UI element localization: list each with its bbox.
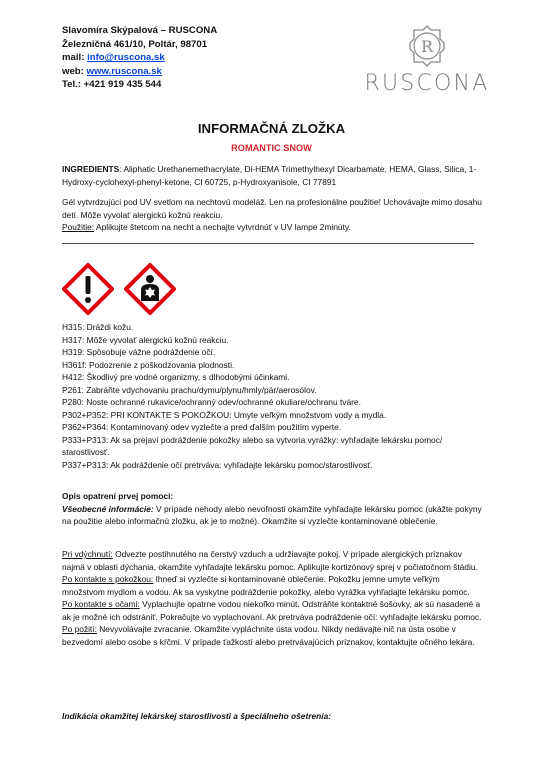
web-link[interactable]: www.ruscona.sk [86, 65, 162, 77]
ingredients [62, 163, 482, 188]
first-aid-heading: Opis opatrení prvej pomoci: [62, 491, 174, 501]
hazard-line: P362+P364: Kontaminovaný odev vyzlečte a pred ďalším použitím vyperte. [62, 422, 342, 432]
hazard-line: H315: Dráždi kožu. [62, 322, 134, 332]
ingredients-text: : Aliphatic Urethanemethacrylate, Di-HEMA Trimethylhexyl Dicarbamate, HEMA, Glass, Silica, 1-Hydroxy-cyclohexyl-phenyl-ketone, CI 60725, p-Hydroxyanisole, CI 77891 [62, 164, 477, 187]
general-label: Všeobecné informácie: [62, 503, 154, 514]
first-aid-eyes [62, 598, 482, 623]
general-text: V prípade nehody alebo nevoľnosti okamžite vyhľadajte lekársku pomoc (ukážte pokyny na použitie alebo informačnú zložku, ak je to možné). Okamžite si vyzlečte kontaminované oblečenie. [62, 503, 482, 526]
first-aid-general [62, 503, 482, 528]
inhalation-label: Pri vdýchnutí: [62, 549, 113, 559]
description-text: Gél vytvrdzujúci pod UV svetlom na nechtovú modeláž. Len na profesionálne použitie! Uchovávajte mimo dosahu detí. Môže vyvolať alergickú kožnú reakciu. [62, 197, 482, 220]
first-aid-inhalation [62, 548, 482, 573]
hazard-line: P337+P313: Ak podráždenie očí pretrváva: vyhľadajte lekársku pomoc/starostlivosť. [62, 459, 373, 470]
usage-label: Použitie: [62, 222, 95, 232]
usage [62, 221, 482, 234]
hazard-line: P261: Zabráňte vdychovaniu prachu/dymu/plynu/hmly/pár/aerosólov. [62, 384, 317, 395]
company-tel: Tel.: +421 919 435 544 [62, 79, 162, 91]
document-title: INFORMAČNÁ ZLOŽKA [197, 121, 346, 136]
mail-label: mail: [62, 52, 85, 64]
product-name: ROMANTIC SNOW [231, 143, 312, 153]
divider [62, 243, 474, 244]
company-address: Železničná 461/10, Poltár, 98701 [62, 38, 208, 50]
web-label: web: [62, 65, 84, 77]
usage-text: Aplikujte štetcom na necht a nechajte vytvrdnúť v UV lampe 2minúty. [94, 222, 351, 232]
eyes-label: Po kontakte s očami: [62, 599, 140, 609]
eyes-text: Vyplachujte opatrne vodou niekoľko minút. Odstráňte kontaktné šošovky, ak sú nasadené a ak je možné ich odstrániť. Pokračujte vo vyplachovaní. Ak pretrváva podráždenie očí: vyhľadajte lekársku pomoc. [62, 599, 482, 622]
health-hazard-icon [124, 263, 176, 315]
exclamation-mark-hazard-icon [62, 263, 114, 315]
logo-monogram: R [420, 37, 434, 56]
skin-label: Po kontakte s pokožkou: [62, 574, 154, 584]
hazard-line: H317: Môže vyvolať alergickú kožnú reakciu. [62, 334, 229, 345]
first-aid-ingestion [62, 623, 482, 648]
indication [62, 710, 482, 723]
first-aid-details [62, 548, 482, 648]
ingestion-label: Po požití: [62, 624, 97, 634]
hazard-line: starostlivosť. [62, 447, 110, 457]
logo-text: RUSCONA [364, 71, 490, 96]
hazard-line: H361f: Podozrenie z poškodzovania plodnosti. [62, 359, 235, 370]
first-aid [62, 490, 482, 528]
ruscona-logo [362, 24, 492, 104]
company-mail [62, 51, 217, 65]
hazard-line: P302+P352: PRI KONTAKTE S POKOŽKOU: Umyte veľkým množstvom vody a mydla. [62, 409, 387, 420]
company-name: Slavomíra Skýpalová – RUSCONA [62, 25, 218, 36]
indication-heading: Indikácia okamžitej lekárskej starostlivosti a špeciálneho ošetrenia: [62, 711, 332, 721]
hazard-line: P280: Noste ochranné rukavice/ochranný odev/ochranné okuliare/ochranu tváre. [62, 397, 361, 407]
hazard-line: H319: Spôsobuje vážne podráždenie očí. [62, 347, 216, 357]
company-web [62, 65, 217, 79]
inhalation-text: Odvezte postihnutého na čerstvý vzduch a udržiavajte pokoj. V prípade alergických príznakov najmä v oblasti dýchania, okamžite vyhľadajte lekársku pomoc. Aplikujte kortizónový sprej v počiatočnom štádiu. [62, 549, 478, 572]
ingredients-label: INGREDIENTS [62, 164, 120, 174]
hazard-line: P333+P313: Ak sa prejaví podráždenie pokožky alebo sa vytvoria vyrážky: vyhľadajte lekársku pomoc/ [62, 434, 443, 445]
first-aid-skin [62, 573, 482, 598]
company-info [62, 24, 217, 92]
ruscona-emblem-icon [405, 24, 449, 68]
skin-text: Ihneď si vyzlečte si kontaminované oblečenie. Pokožku jemne umyte veľkým množstvom mydlom a vodou. Ak sa vyskytne podráždenie pokožky, alebo vyrážka vyhľadajte lekársku pomoc. [62, 574, 470, 597]
hazard-line: H412: Škodlivý pre vodné organizmy, s dlhodobými účinkami. [62, 372, 290, 382]
hazard-statements [62, 321, 482, 471]
description [62, 196, 482, 234]
ingestion-text: Nevyvolávajte zvracanie. Okamžite vypláchnite ústa vodou. Nikdy nedávajte nič na ústa osobe v bezvedomí alebo osobe s kŕčmi. V prípade ťažkostí alebo pretrvávajúcich príznakov, kontaktujte očného lekára. [62, 624, 475, 647]
mail-link[interactable]: info@ruscona.sk [87, 52, 165, 64]
